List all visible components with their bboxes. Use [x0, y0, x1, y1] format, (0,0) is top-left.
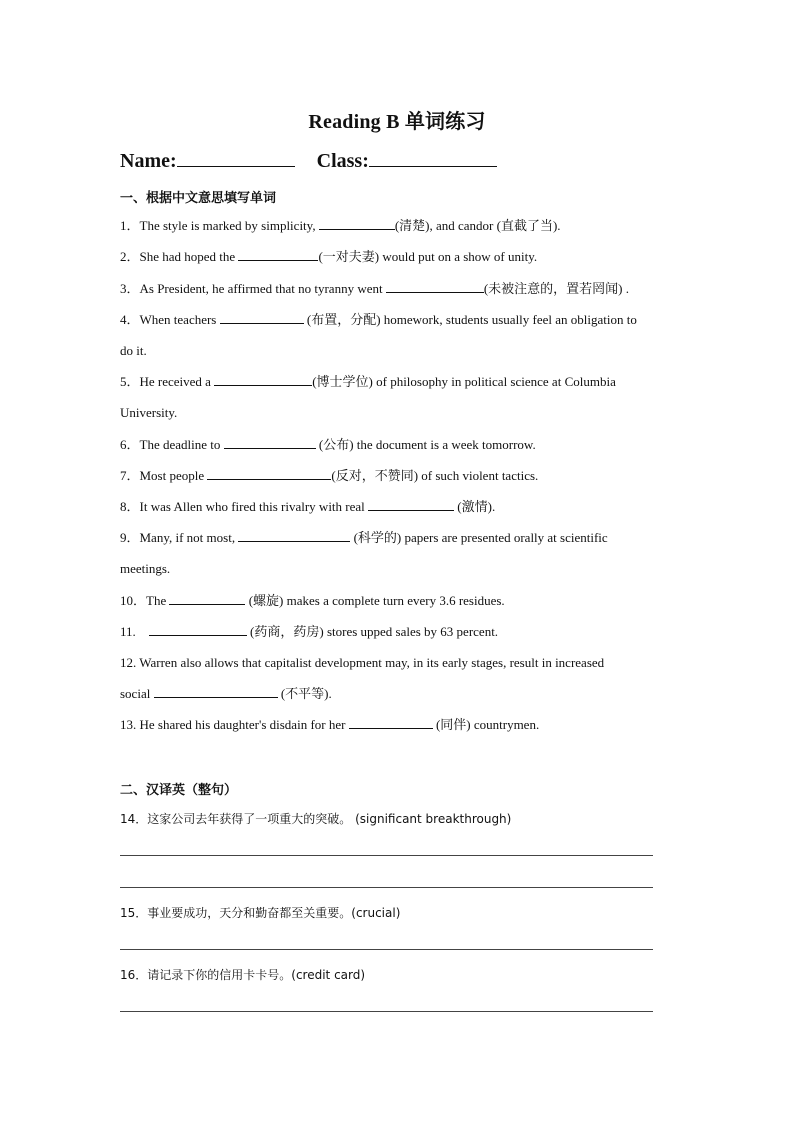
answer-blank-2[interactable]: [238, 248, 318, 261]
name-blank[interactable]: [177, 146, 295, 167]
answer-blank-12[interactable]: [154, 685, 278, 698]
class-blank[interactable]: [369, 146, 497, 167]
question-14: 14．这家公司去年获得了一项重大的突破。 (significant breakthrough): [120, 812, 512, 826]
question-9: 9．Many, if not most, (科学的) papers are presented orally at scientific: [120, 530, 608, 545]
question-1: 1．The style is marked by simplicity, (清楚), and candor (直截了当).: [120, 218, 561, 233]
question-13: 13. He shared his daughter's disdain for her (同伴) countrymen.: [120, 717, 540, 732]
question-10: 10．The (螺旋) makes a complete turn every 3.6 residues.: [120, 593, 505, 608]
class-label: Class:: [316, 150, 369, 172]
question-4: 4．When teachers (布置，分配) homework, students usually feel an obligation to: [120, 312, 637, 327]
answer-blank-10[interactable]: [169, 592, 245, 605]
question-12: 12. Warren also allows that capitalist development may, in its early stages, result in increased: [120, 655, 605, 670]
answer-blank-3[interactable]: [386, 280, 484, 293]
question-16: 16．请记录下你的信用卡卡号。(credit card): [120, 968, 366, 982]
question-9-continuation: meetings.: [120, 561, 171, 576]
question-8: 8．It was Allen who fired this rivalry with real (激情).: [120, 499, 496, 514]
name-label: Name:: [120, 150, 177, 172]
question-3: 3．As President, he affirmed that no tyranny went (未被注意的，置若罔闻) .: [120, 281, 630, 296]
answer-line-16[interactable]: [120, 1011, 653, 1012]
page-title: Reading B 单词练习: [308, 111, 486, 133]
question-2: 2．She had hoped the (一对夫妻) would put on a show of unity.: [120, 249, 538, 264]
answer-blank-11[interactable]: [149, 623, 247, 636]
question-7: 7．Most people (反对，不赞同) of such violent tactics.: [120, 468, 539, 483]
question-4-continuation: do it.: [120, 343, 147, 358]
question-15: 15．事业要成功，天分和勤奋都至关重要。(crucial): [120, 906, 401, 920]
question-6: 6．The deadline to (公布) the document is a week tomorrow.: [120, 437, 536, 452]
answer-blank-4[interactable]: [220, 311, 304, 324]
answer-blank-1[interactable]: [319, 217, 395, 230]
answer-blank-6[interactable]: [224, 436, 316, 449]
name-class-row: [120, 146, 497, 173]
section-1-heading: 一、根据中文意思填写单词: [120, 191, 277, 206]
question-12-continuation: social (不平等).: [120, 686, 332, 701]
answer-line-14a[interactable]: [120, 855, 653, 856]
answer-line-15[interactable]: [120, 949, 653, 950]
question-5-continuation: University.: [120, 405, 178, 420]
answer-blank-9[interactable]: [238, 529, 350, 542]
answer-line-14b[interactable]: [120, 887, 653, 888]
question-11: 11. (药商，药房) stores upped sales by 63 percent.: [120, 624, 499, 639]
answer-blank-8[interactable]: [368, 498, 454, 511]
question-5: 5．He received a (博士学位) of philosophy in political science at Columbia: [120, 374, 616, 389]
answer-blank-13[interactable]: [349, 716, 433, 729]
answer-blank-7[interactable]: [207, 467, 331, 480]
section-2-heading: 二、汉译英（整句）: [120, 783, 238, 798]
answer-blank-5[interactable]: [214, 373, 312, 386]
